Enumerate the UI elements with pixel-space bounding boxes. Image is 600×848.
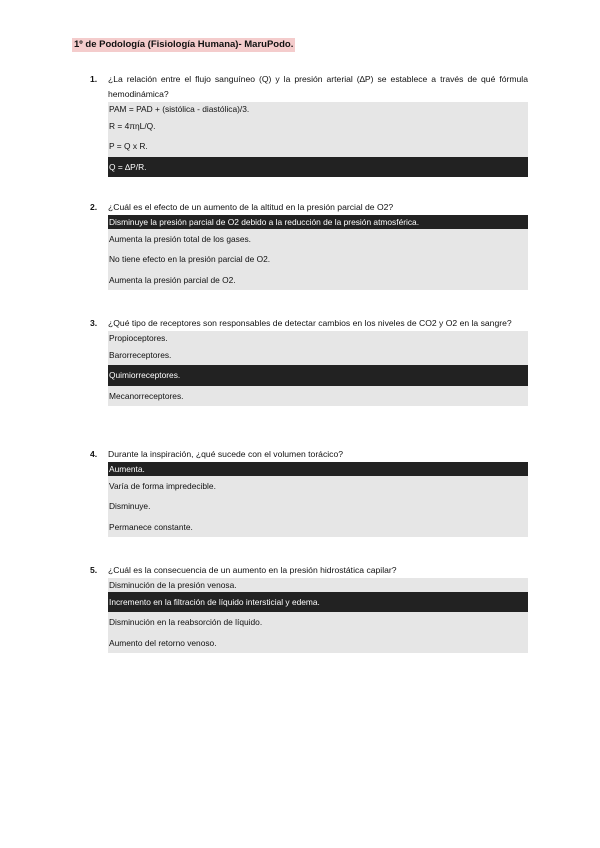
question-header [90,316,528,331]
question-number: 2. [90,202,98,212]
answer-option-correct[interactable]: Incremento en la filtración de líquido intersticial y edema. [108,592,528,612]
question-text: Durante la inspiración, ¿qué sucede con el volumen torácico? [108,449,344,459]
answer-option-correct[interactable]: Quimiorreceptores. [108,365,528,385]
question-text: ¿Cuál es la consecuencia de un aumento en la presión hidrostática capilar? [108,565,397,575]
question-4 [90,447,528,537]
answer-option[interactable]: PAM = PAD + (sistólica - diastólica)/3. [109,104,250,114]
answer-option[interactable]: No tiene efecto en la presión parcial de O2. [109,254,271,265]
question-header [90,72,528,102]
question-3 [90,316,528,406]
answer-option[interactable]: Mecanorreceptores. [109,390,184,401]
answer-option[interactable]: Varía de forma impredecible. [109,481,216,491]
answer-option[interactable]: Propioceptores. [109,333,168,343]
question-header [90,563,528,578]
question-1 [90,72,528,177]
answer-list [108,215,528,290]
answer-option-correct[interactable]: Disminuye la presión parcial de O2 debido a la reducción de la presión atmosférica. [108,215,528,229]
question-text: ¿Qué tipo de receptores son responsables de detectar cambios en los niveles de CO2 y O2 en la sangre? [108,318,512,328]
question-number: 1. [90,74,98,84]
answer-option[interactable]: Aumenta la presión parcial de O2. [109,274,236,285]
question-number: 3. [90,318,98,328]
answer-option-correct[interactable]: Aumenta. [108,462,528,476]
answer-option[interactable]: Disminuye. [109,501,151,512]
question-2 [90,200,528,290]
answer-list [108,102,528,177]
answer-option[interactable]: Disminución de la presión venosa. [109,580,237,590]
answer-option[interactable]: P = Q x R. [109,141,148,152]
answer-option[interactable]: Aumento del retorno venoso. [109,637,217,648]
question-text: ¿Cuál es el efecto de un aumento de la altitud en la presión parcial de O2? [108,202,394,212]
question-text: ¿La relación entre el flujo sanguíneo (Q) y la presión arterial (∆P) se establece a través de qué fórmula hemodinámica? [108,74,528,99]
question-number: 5. [90,565,98,575]
answer-option[interactable]: R = 4πηL/Q. [109,121,156,131]
question-5 [90,563,528,653]
question-header [90,200,528,215]
answer-option[interactable]: Disminución en la reabsorción de líquido. [109,617,263,628]
answer-list [108,578,528,653]
answer-list [108,331,528,406]
document-title: 1º de Podología (Fisiología Humana)- MaruPodo. [74,39,294,50]
answer-option[interactable]: Permanece constante. [109,521,193,532]
answer-option[interactable]: Barorreceptores. [109,350,172,360]
answer-option-correct[interactable]: Q = ∆P/R. [108,157,528,177]
answer-option[interactable]: Aumenta la presión total de los gases. [109,234,251,244]
question-number: 4. [90,449,98,459]
answer-list [108,462,528,537]
question-header [90,447,528,462]
